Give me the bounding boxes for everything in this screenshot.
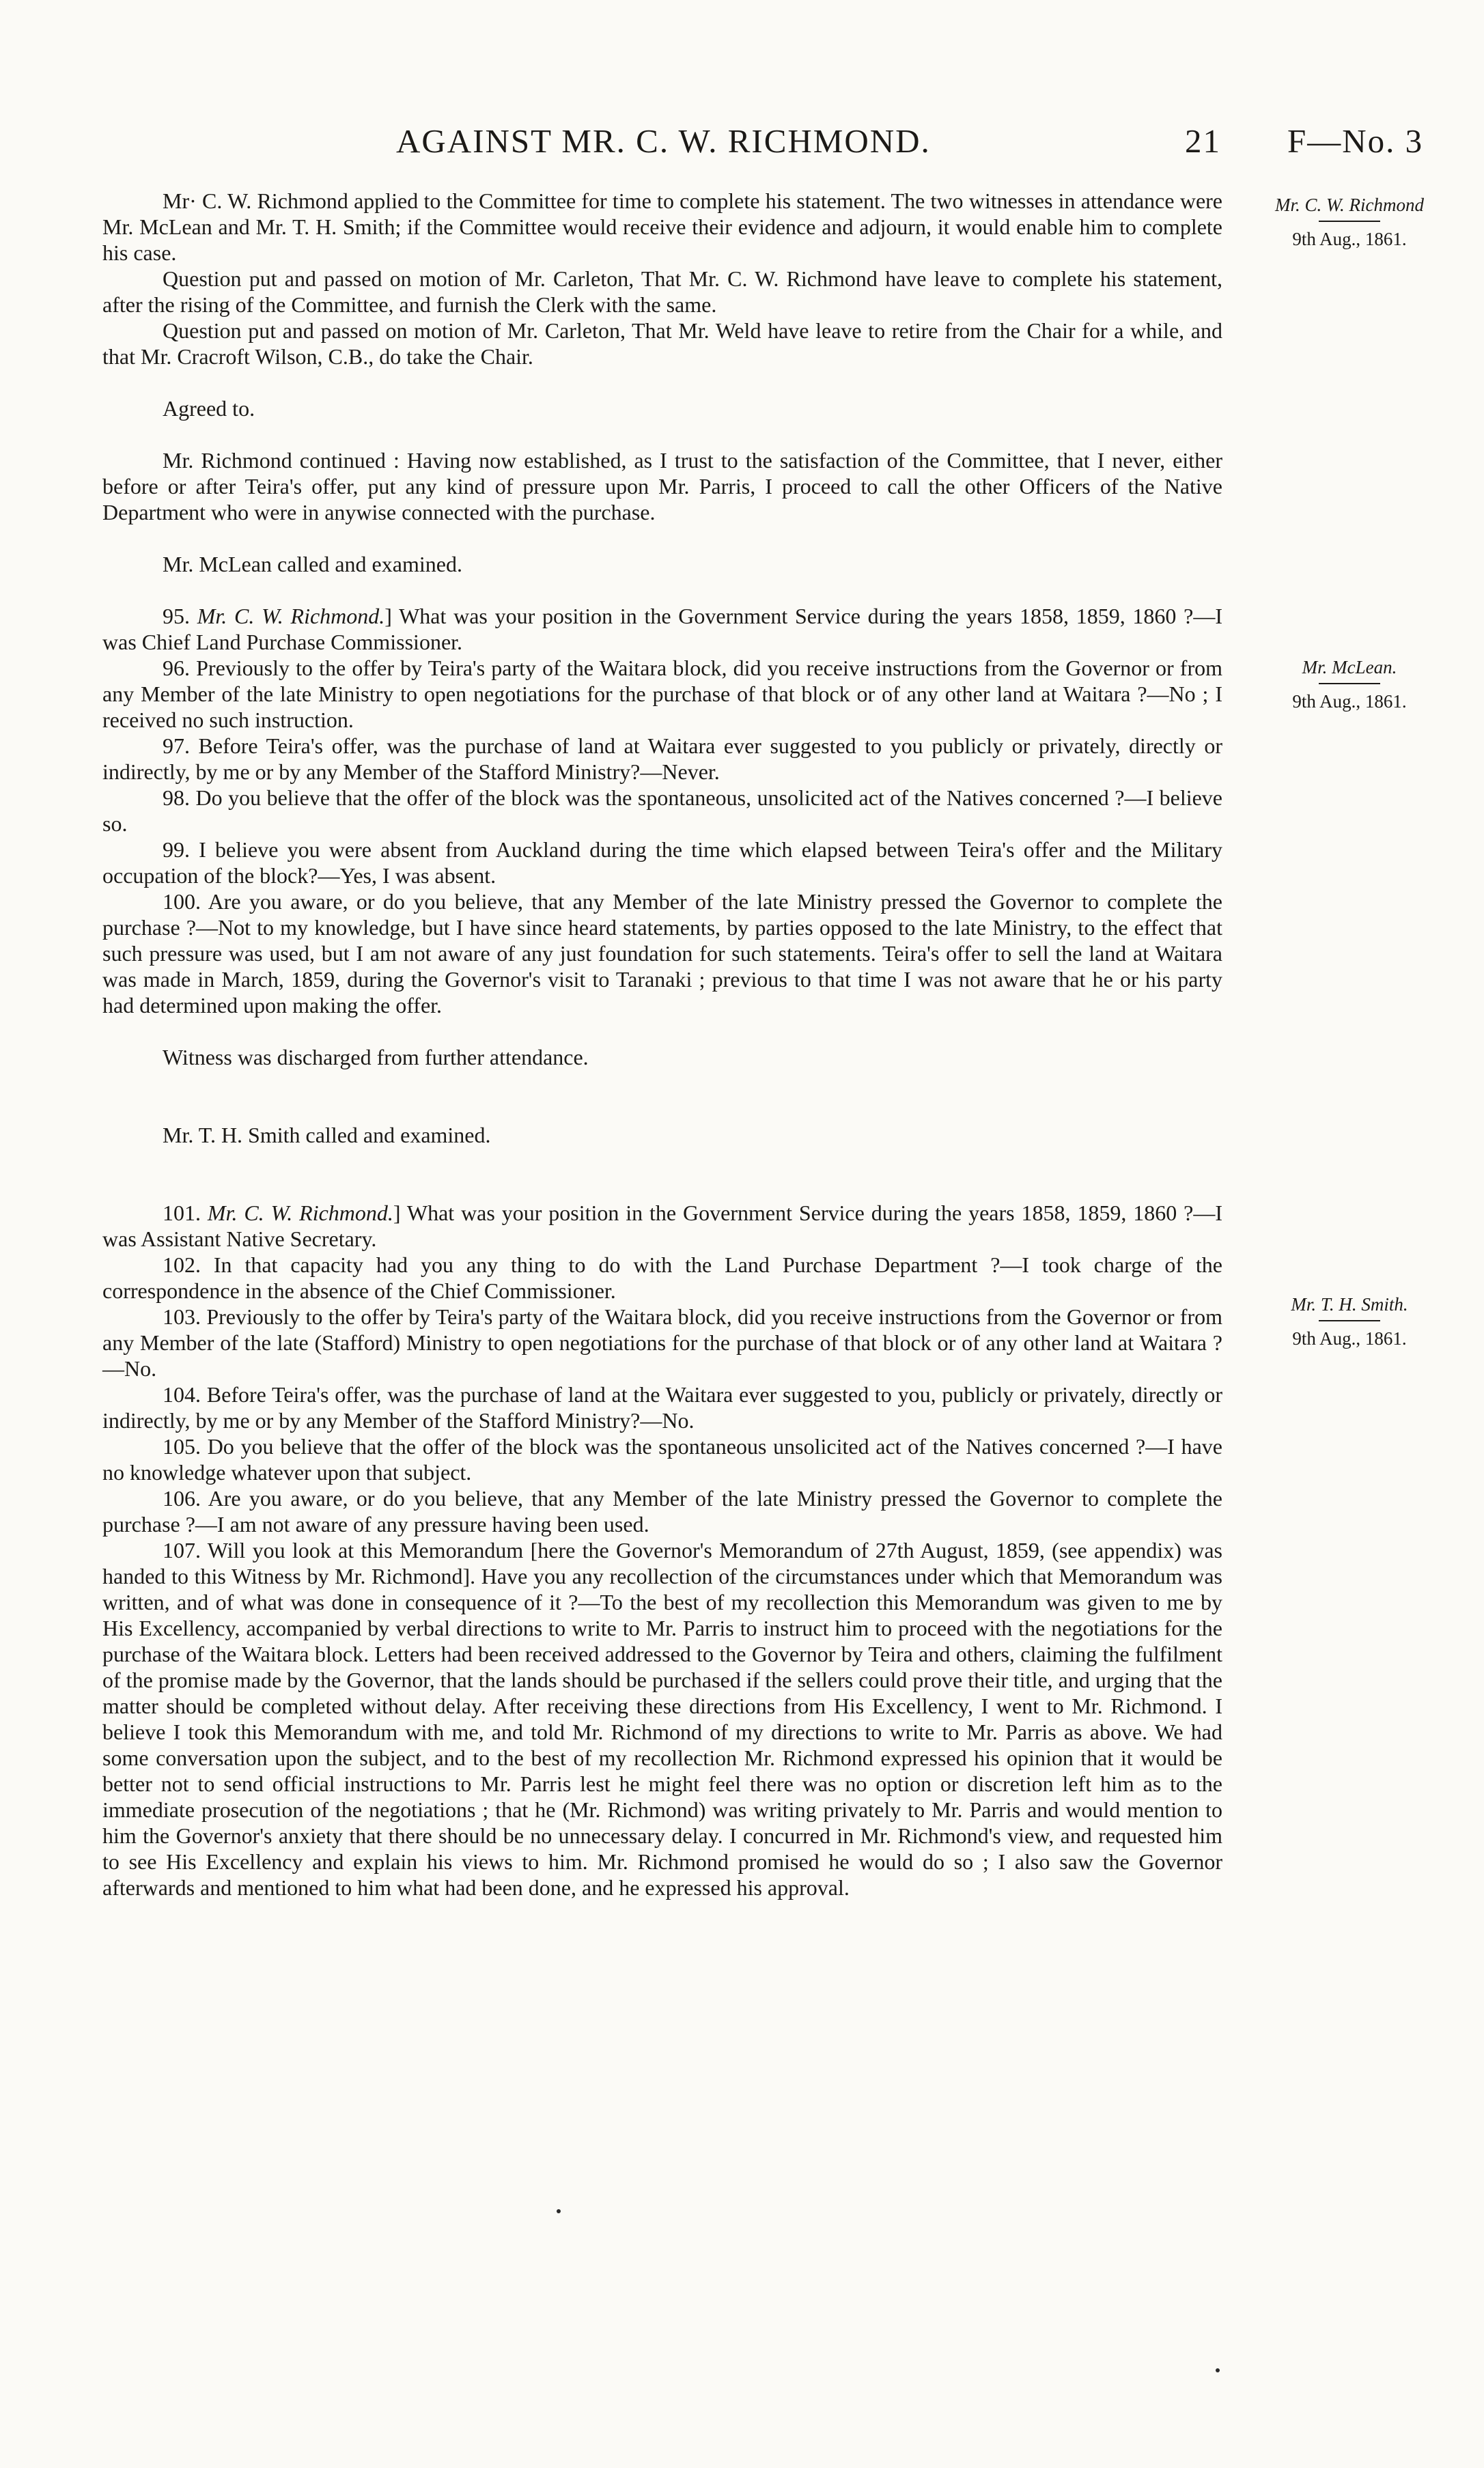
page-number: 21 [1185,122,1221,160]
questioner-name: Mr. C. W. Richmond. [197,604,385,628]
margin-note-name: Mr. C. W. Richmond [1274,195,1424,215]
page-header [102,122,1441,176]
margin-note-date: 9th Aug., 1861. [1292,691,1407,712]
paragraph: Mr· C. W. Richmond applied to the Committee for time to complete his statement. The two witnesses in attendance were Mr. McLean and Mr. T. H. Smith; if the Committee would receive their evidence and adjourn, it would enable him to complete his case. [102,188,1222,265]
print-speck [557,2209,561,2213]
question-103: 103. Previously to the offer by Teira's party of the Waitara block, did you receive instructions from the Governor or from any Member of the late (Stafford) Ministry to open negotiations for the purchase of that block or of any other land at Waitara ?—No. [102,1304,1222,1381]
paragraph: Mr. Richmond continued : Having now established, as I trust to the satisfaction of the Committee, that I never, either before or after Teira's offer, put any kind of pressure upon Mr. Parris, I proceed to call the other Officers of the Native Department who were in anywise connected with the purchase. [102,448,1222,524]
document-reference: F—No. 3 [1287,122,1424,160]
question-105: 105. Do you believe that the offer of the block was the spontaneous unsolicited act of the Natives concerned ?—I have no knowledge whatever upon that subject. [102,1434,1222,1485]
question-98: 98. Do you believe that the offer of the block was the spontaneous, unsolicited act of the Natives concerned ?—I believe so. [102,785,1222,836]
question-97: 97. Before Teira's offer, was the purchase of land at Waitara ever suggested to you publicly or privately, directly or indirectly, by me or by any Member of the Stafford Ministry?—Never. [102,733,1222,784]
margin-note-name: Mr. T. H. Smith. [1291,1294,1408,1315]
witness-called-heading: Mr. McLean called and examined. [163,552,462,576]
running-title: AGAINST MR. C. W. RICHMOND. [396,122,931,160]
question-number: 95. [163,604,190,628]
question-96: 96. Previously to the offer by Teira's party of the Waitara block, did you receive instructions from the Governor or from any Member of the late Ministry to open negotiations for the purchase of that block or of any other land at Waitara ?—No ; I received no such instruction. [102,656,1222,732]
margin-note-date: 9th Aug., 1861. [1292,1328,1407,1349]
question-text: ] What was your position in the Government Service during the years 1858, 1859, 1860 ?—I was Assistant Native Secretary. [102,1201,1223,1251]
print-speck [1216,2368,1220,2372]
margin-note-rule [1319,221,1380,222]
margin-note-date: 9th Aug., 1861. [1292,229,1407,249]
witness-called-heading: Mr. T. H. Smith called and examined. [163,1123,491,1147]
margin-note-rule [1319,1320,1380,1321]
witness-discharged-note: Witness was discharged from further attendance. [163,1045,589,1069]
paragraph: Question put and passed on motion of Mr. Carleton, That Mr. C. W. Richmond have leave to complete his statement, after the rising of the Committee, and furnish the Clerk with the same. [102,266,1222,317]
question-text: ] What was your position in the Government Service during the years 1858, 1859, 1860 ?—I was Chief Land Purchase Commissioner. [102,604,1223,654]
question-number: 101. [163,1201,201,1225]
question-101 [102,1200,1222,1252]
margin-note-mclean [1233,656,1466,713]
question-106: 106. Are you aware, or do you believe, that any Member of the late Ministry pressed the Governor to complete the purchase ?—I am not aware of any pressure having been used. [102,1486,1222,1537]
body-text [102,188,1222,1901]
agreed-note: Agreed to. [163,396,255,421]
questioner-name: Mr. C. W. Richmond. [207,1201,393,1225]
question-100: 100. Are you aware, or do you believe, that any Member of the late Ministry pressed the Governor to complete the purchase ?—Not to my knowledge, but I have since heard statements, by parties opposed to the late Ministry, to the effect that such pressure was used, but I am not aware of any just foundation for such statements. Teira's offer to sell the land at Waitara was made in March, 1859, during the Governor's visit to Taranaki ; previous to that time I was not aware that he or his party had determined upon making the offer. [102,889,1222,1018]
margin-note-smith [1233,1293,1466,1350]
paragraph: Question put and passed on motion of Mr. Carleton, That Mr. Weld have leave to retire from the Chair for a while, and that Mr. Cracroft Wilson, C.B., do take the Chair. [102,318,1222,369]
margin-note-richmond [1233,193,1466,251]
question-102: 102. In that capacity had you any thing to do with the Land Purchase Department ?—I took charge of the correspondence in the absence of the Chief Commissioner. [102,1252,1222,1303]
question-99: 99. I believe you were absent from Auckland during the time which elapsed between Teira's offer and the Military occupation of the block?—Yes, I was absent. [102,837,1222,888]
margin-note-name: Mr. McLean. [1302,657,1397,677]
question-107: 107. Will you look at this Memorandum [here the Governor's Memorandum of 27th August, 1859, (see appendix) was handed to this Witness by Mr. Richmond]. Have you any recollection of the circumstances under which that Memorandum was written, and of what was done in consequence of it ?—To the best of my recollection this Memorandum was given to me by His Excellency, accompanied by verbal directions to write to Mr. Parris to instruct him to proceed with the negotiations for the purchase of the Waitara block. Letters had been received addressed to the Governor by Teira and others, claiming the fulfilment of the promise made by the Governor, that the lands should be purchased if the sellers could prove their title, and urging that the matter should be completed without delay. After receiving these directions from His Excellency, I went to Mr. Richmond. I believe I took this Memorandum with me, and told Mr. Richmond of my directions to write to Mr. Parris as above. We had some conversation upon the subject, and to the best of my recollection Mr. Richmond expressed his opinion that it would be better not to send official instructions to Mr. Parris lest he might feel there was no option or discretion left him as to the immediate prosecution of the negotiations ; that he (Mr. Richmond) was writing privately to Mr. Parris and would mention to him the Governor's anxiety that there should be no unnecessary delay. I concurred in Mr. Richmond's view, and requested him to see His Excellency and explain his views to him. Mr. Richmond promised he would do so ; I also saw the Governor afterwards and mentioned to him what had been done, and he expressed his approval. [102,1538,1222,1900]
question-95 [102,603,1222,655]
question-104: 104. Before Teira's offer, was the purchase of land at the Waitara ever suggested to you, publicly or privately, directly or indirectly, by me or by any Member of the Stafford Ministry?—No. [102,1382,1222,1433]
margin-note-rule [1319,683,1380,684]
